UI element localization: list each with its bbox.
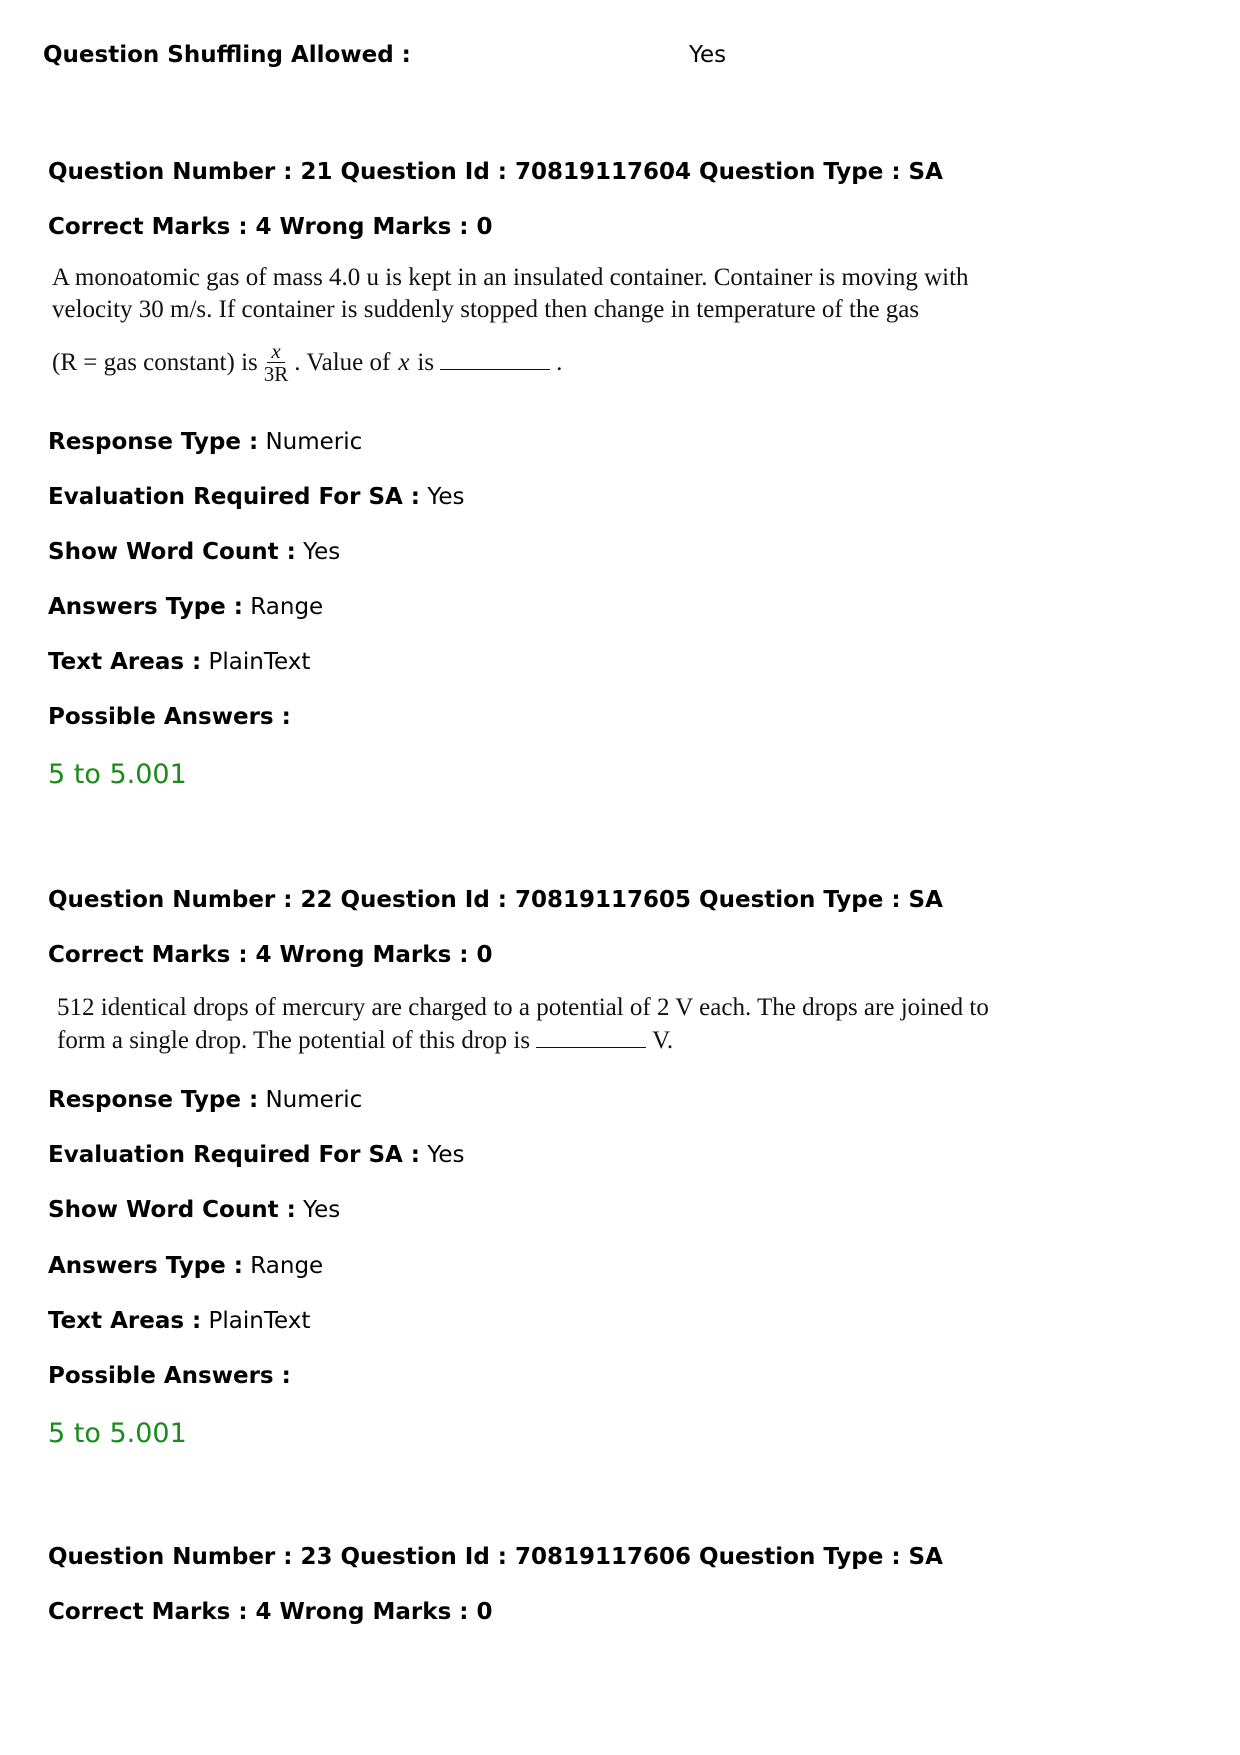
q21-answers-type: Answers Type : Range — [48, 594, 324, 620]
q22-possible-answer: 5 to 5.001 — [48, 1418, 187, 1449]
q23-marks: Correct Marks : 4 Wrong Marks : 0 — [48, 1599, 493, 1625]
q21-word-count: Show Word Count : Yes — [48, 539, 341, 565]
q22-marks: Correct Marks : 4 Wrong Marks : 0 — [48, 942, 493, 968]
q22-text-areas: Text Areas : PlainText — [48, 1308, 311, 1334]
q23-heading: Question Number : 23 Question Id : 70819117606 Question Type : SA — [48, 1544, 943, 1570]
q22-evaluation: Evaluation Required For SA : Yes — [48, 1142, 465, 1168]
q21-text-line3-var: x — [398, 348, 410, 376]
q21-answer-blank — [440, 355, 550, 370]
q21-text-line1: A monoatomic gas of mass 4.0 u is kept in an insulated container. Container is moving with — [52, 264, 969, 291]
q21-text-areas: Text Areas : PlainText — [48, 649, 311, 675]
q21-fraction-numerator: x — [267, 340, 284, 363]
q21-fraction-denominator: 3R — [263, 362, 289, 386]
q21-text-line3-pre: (R = gas constant) is — [52, 348, 258, 376]
q22-word-count: Show Word Count : Yes — [48, 1197, 341, 1223]
q21-response-type: Response Type : Numeric — [48, 429, 363, 455]
q21-text-line2: velocity 30 m/s. If container is suddenly stopped then change in temperature of the gas — [52, 296, 920, 323]
q22-text-line2-post: V. — [652, 1027, 674, 1054]
q21-fraction — [264, 340, 289, 385]
q22-answer-blank — [536, 1033, 646, 1048]
q22-text-line2-pre: form a single drop. The potential of this drop is — [57, 1027, 531, 1054]
shuffling-label: Question Shuffling Allowed : — [43, 42, 411, 68]
q21-possible-answer: 5 to 5.001 — [48, 759, 187, 790]
q21-text-line3: (R = gas constant) is $\frac{x}{3R}$ . Value of x is . — [52, 339, 563, 386]
q22-response-type: Response Type : Numeric — [48, 1087, 363, 1113]
q22-answers-type: Answers Type : Range — [48, 1253, 324, 1279]
q21-heading: Question Number : 21 Question Id : 70819117604 Question Type : SA — [48, 159, 943, 185]
q22-heading: Question Number : 22 Question Id : 70819117605 Question Type : SA — [48, 887, 943, 913]
q21-evaluation: Evaluation Required For SA : Yes — [48, 484, 465, 510]
q21-text-line3-end: is — [417, 348, 435, 376]
q21-text-line3-post: . Value of — [294, 348, 391, 376]
q22-possible-answers-label: Possible Answers : — [48, 1363, 291, 1389]
q21-marks: Correct Marks : 4 Wrong Marks : 0 — [48, 214, 493, 240]
q22-text-line1: 512 identical drops of mercury are charged to a potential of 2 V each. The drops are joined to — [57, 994, 989, 1021]
q22-text-line2 — [57, 1025, 673, 1057]
shuffling-value: Yes — [689, 42, 727, 68]
q21-possible-answers-label: Possible Answers : — [48, 704, 291, 730]
